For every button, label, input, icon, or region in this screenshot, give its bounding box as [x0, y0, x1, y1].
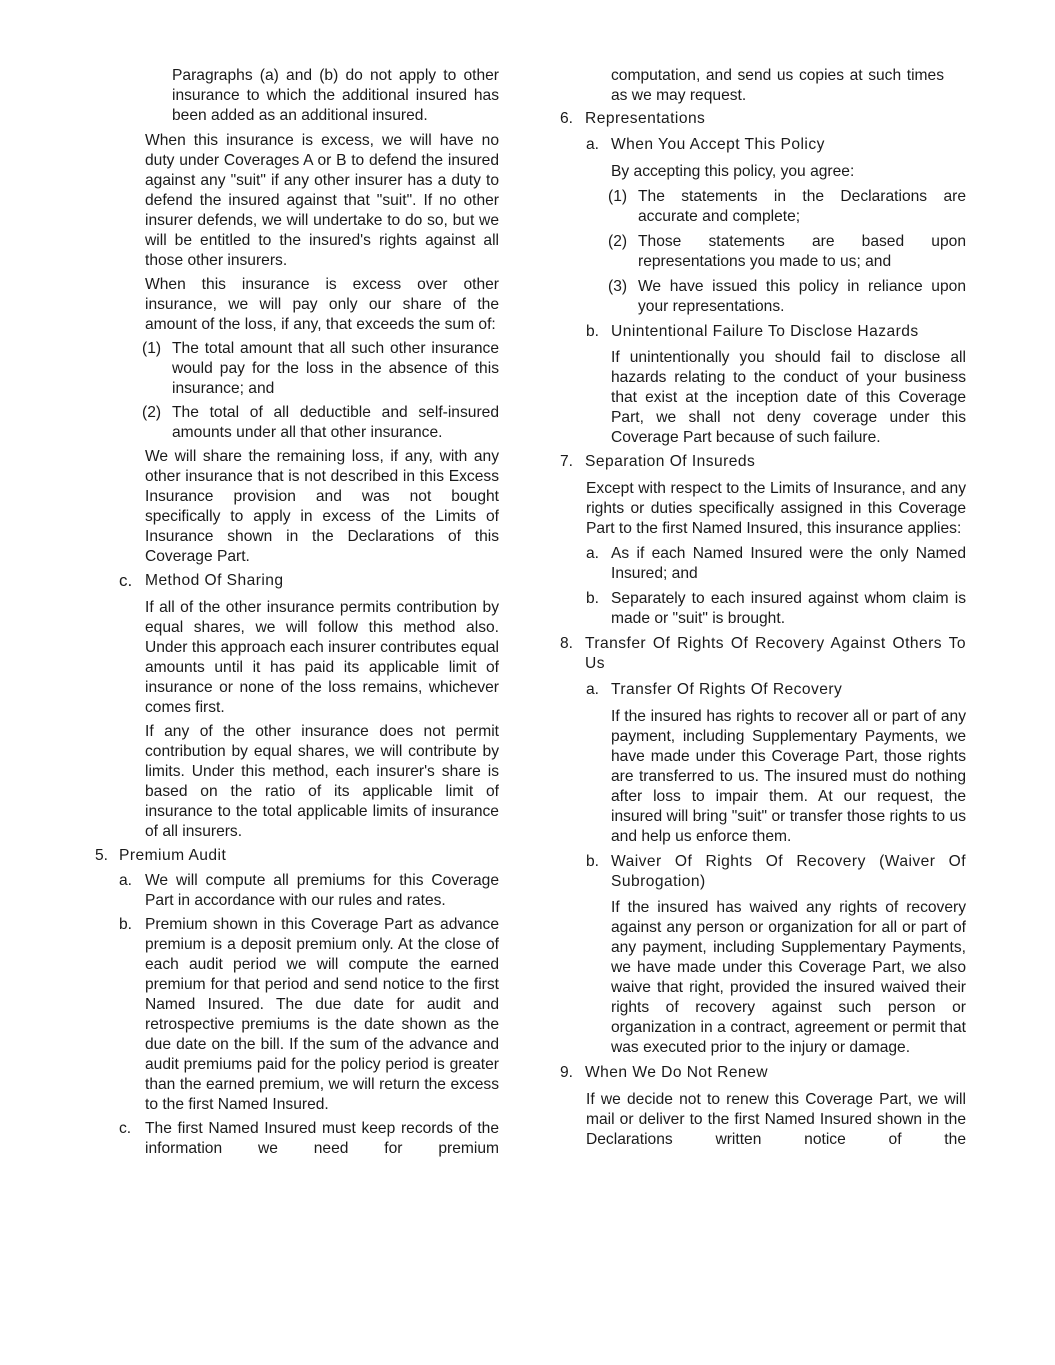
share-remaining-loss-paragraph: We will share the remaining loss, if any, with any other insurance that is not described in this Excess Insurance provision and was not bought specifically to apply in excess of the Limits of Insurance shown in the Declarations of this Coverage Part. — [145, 448, 499, 565]
excess-sum-item-1: (1) The total amount that all such other insurance would pay for the loss in the absence of this insurance; and — [142, 340, 499, 397]
contribution-by-limits-paragraph: If any of the other insurance does not permit contribution by equal shares, we will contribute by limits. Under this method, each insurer's share is based on the ratio of its applicable limit of insurance to the total applicable limits of insurance of all insurers. — [145, 723, 499, 840]
method-of-sharing-heading: c. Method Of Sharing — [119, 571, 284, 590]
accept-policy-intro: By accepting this policy, you agree: — [611, 163, 855, 180]
non-renewal-paragraph: If we decide not to renew this Coverage Part, we will mail or deliver to the first Named Insured shown in the Declarations written notice of the — [586, 1091, 966, 1148]
separation-item-b: b. Separately to each insured against whom claim is made or "suit" is brought. — [586, 590, 966, 627]
failure-to-disclose-heading: b. Unintentional Failure To Disclose Hazards — [586, 323, 919, 340]
transfer-of-recovery-heading: a. Transfer Of Rights Of Recovery — [586, 681, 843, 698]
premium-audit-item-b: b. Premium shown in this Coverage Part as advance premium is a deposit premium only. At the close of each audit period we will compute the earned premium for that period and send notice to the first Named Insured. The due date for audit and retrospective premiums is the date shown as the due date on the bill. If the sum of the advance and audit premiums paid for the policy period is greater than the earned premium, we will return the excess to the first Named Insured. — [119, 916, 499, 1113]
separation-of-insureds-heading: 7. Separation Of Insureds — [560, 453, 756, 470]
premium-audit-item-c: c. The first Named Insured must keep records of the information we need for premium — [119, 1120, 499, 1157]
representation-item-3: (3) We have issued this policy in reliance upon your representations. — [608, 278, 966, 315]
separation-paragraph: Except with respect to the Limits of Insurance, and any rights or duties specifically assigned in this Coverage Part to the first Named Insured, this insurance applies: — [586, 480, 966, 537]
excess-sum-item-2: (2) The total of all deductible and self-insured amounts under all that other insurance. — [142, 404, 499, 441]
representation-item-1: (1) The statements in the Declarations are accurate and complete; — [608, 188, 966, 225]
accept-policy-heading: a. When You Accept This Policy — [586, 136, 825, 153]
representation-item-2: (2) Those statements are based upon representations you made to us; and — [608, 233, 966, 270]
representations-heading: 6. Representations — [560, 110, 706, 127]
transfer-of-rights-heading: 8. Transfer Of Rights Of Recovery Against Others To Us — [560, 635, 966, 672]
premium-computation-continued: computation, and send us copies at such times as we may request. — [611, 67, 944, 104]
right-column — [560, 66, 966, 1150]
premium-audit-heading: 5. Premium Audit — [95, 847, 227, 864]
excess-share-paragraph: When this insurance is excess over other insurance, we will pay only our share of the amount of the loss, if any, that exceeds the sum of: — [145, 276, 499, 333]
premium-audit-item-a: a. We will compute all premiums for this Coverage Part in accordance with our rules and rates. — [119, 872, 499, 909]
when-we-do-not-renew-heading: 9. When We Do Not Renew — [560, 1064, 768, 1081]
equal-shares-paragraph: If all of the other insurance permits contribution by equal shares, we will follow this method also. Under this approach each insurer contributes equal amounts until it has paid its applicable limit of insurance or none of the loss remains, whichever comes first. — [145, 599, 499, 716]
excess-duty-to-defend-paragraph: When this insurance is excess, we will have no duty under Coverages A or B to defend the insured against any "suit" if any other insurer has a duty to defend the insured against that "suit". If no other insurer defends, we will undertake to do so, but we will be entitled to the insured's rights against all those other insurers. — [145, 132, 499, 269]
left-column — [95, 66, 499, 1159]
waiver-of-subrogation-heading: b. Waiver Of Rights Of Recovery (Waiver Of Subrogation) — [586, 853, 966, 890]
separation-item-a: a. As if each Named Insured were the only Named Insured; and — [586, 545, 966, 582]
transfer-of-recovery-paragraph: If the insured has rights to recover all or part of any payment, including Supplementary Payments, we have made under this Coverage Part, those rights are transferred to us. The insured must do nothing after loss to impair them. At our request, the insured will bring "suit" or transfer those rights to us and help us enforce them. — [611, 708, 966, 845]
waiver-of-subrogation-paragraph: If the insured has waived any rights of recovery against any person or organization for all or part of any payment, including Supplementary Payments, we have made under this Coverage Part, we also waive that right, provided the insured waived their rights of recovery against such person or organization in a contract, agreement or permit that was executed prior to the injury or damage. — [611, 899, 966, 1056]
additional-insured-paragraph: Paragraphs (a) and (b) do not apply to other insurance to which the additional insured has been added as an additional insured. — [172, 67, 499, 124]
failure-to-disclose-paragraph: If unintentionally you should fail to disclose all hazards relating to the conduct of your business that exist at the inception date of this Coverage Part, we shall not deny coverage under this Coverage Part because of such failure. — [611, 349, 966, 446]
